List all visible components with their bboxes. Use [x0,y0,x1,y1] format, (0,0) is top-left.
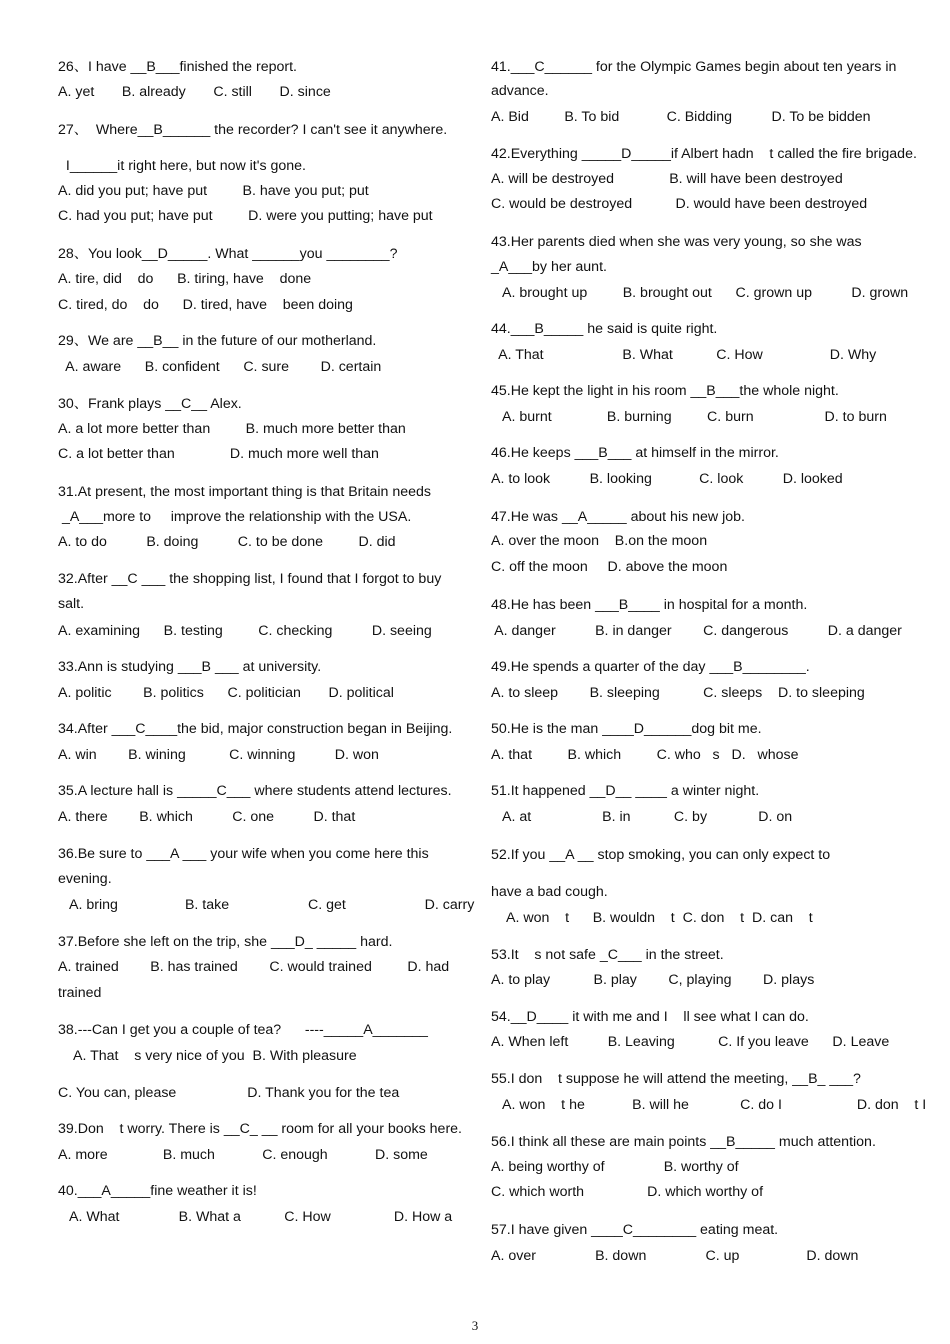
right-text-line: 55.I don t suppose he will attend the meeting, __B_ ___? [491,1071,861,1087]
right-text-line: 57.I have given ____C________ eating meat. [491,1222,779,1238]
right-text-line: 50.He is the man ____D______dog bit me. [491,721,762,737]
left-text-line: A. aware B. confident C. sure D. certain [58,359,382,375]
right-text-line: A. to look B. looking C. look D. looked [491,471,843,487]
right-text-line: 47.He was __A_____ about his new job. [491,509,745,525]
left-text-line: A. trained B. has trained C. would trained D. had [58,959,450,975]
left-text-line: 36.Be sure to ___A ___ your wife when you come here this [58,846,429,862]
left-text-line: 26、I have __B___finished the report. [58,59,297,75]
right-text-line: 45.He kept the light in his room __B___the whole night. [491,383,839,399]
left-text-line: 30、Frank plays __C__ Alex. [58,396,242,412]
left-text-line: 37.Before she left on the trip, she ___D_ _____ hard. [58,934,393,950]
left-text-line: A. to do B. doing C. to be done D. did [58,534,396,550]
right-text-line: C. which worth D. which worthy of [491,1184,764,1200]
right-text-line: A. Bid B. To bid C. Bidding D. To be bidden [491,109,871,125]
left-text-line: 27、 Where__B______ the recorder? I can't see it anywhere. [58,122,448,138]
right-text-line: A. to sleep B. sleeping C. sleeps D. to sleeping [491,685,865,701]
left-text-line: A. yet B. already C. still D. since [58,84,331,100]
left-text-line: A. more B. much C. enough D. some [58,1147,428,1163]
right-text-line: C. off the moon D. above the moon [491,559,728,575]
right-text-line: 43.Her parents died when she was very young, so she was [491,234,862,250]
left-text-line: A. did you put; have put B. have you put; put [58,183,369,199]
right-text-line: 42.Everything _____D_____if Albert hadn t called the fire brigade. [491,146,917,162]
left-text-line: evening. [58,871,112,887]
right-text-line: _A___by her aunt. [491,259,607,275]
left-text-line: C. a lot better than D. much more well than [58,446,379,462]
right-text-line: 54.__D____ it with me and I ll see what I can do. [491,1009,809,1025]
right-text-line: A. at B. in C. by D. on [491,809,793,825]
right-text-line: A. that B. which C. who s D. whose [491,747,799,763]
left-text-line: 34.After ___C____the bid, major construction began in Beijing. [58,721,453,737]
left-text-line: A. win B. wining C. winning D. won [58,747,379,763]
left-text-line: A. there B. which C. one D. that [58,809,356,825]
right-text-line: A. won t B. wouldn t C. don t D. can t [491,910,813,926]
left-text-line: C. tired, do do D. tired, have been doing [58,297,353,313]
right-text-line: A. When left B. Leaving C. If you leave D. Leave [491,1034,890,1050]
right-text-line: A. to play B. play C, playing D. plays [491,972,815,988]
right-text-line: A. won t he B. will he C. do I D. don t I [491,1097,927,1113]
right-text-line: A. over the moon B.on the moon [491,533,708,549]
left-text-line: 31.At present, the most important thing is that Britain needs [58,484,432,500]
left-text-line: C. had you put; have put D. were you putting; have put [58,208,433,224]
left-text-line: I______it right here, but now it's gone. [58,158,306,174]
left-text-line: 28、You look__D_____. What ______you ________? [58,246,398,262]
left-text-line: A. What B. What a C. How D. How a [58,1209,453,1225]
left-text-line: A. bring B. take C. get D. carry [58,897,475,913]
right-text-line: A. being worthy of B. worthy of [491,1159,739,1175]
right-text-line: A. brought up B. brought out C. grown up D. grown [491,285,909,301]
left-text-line: salt. [58,596,85,612]
right-text-line: have a bad cough. [491,884,608,900]
left-text-line: A. That s very nice of you B. With pleasure [58,1048,357,1064]
left-text-line: A. politic B. politics C. politician D. political [58,685,394,701]
right-text-line: A. will be destroyed B. will have been destroyed [491,171,843,187]
right-text-line: 52.If you __A __ stop smoking, you can only expect to [491,847,831,863]
left-text-line: 33.Ann is studying ___B ___ at university. [58,659,322,675]
page-number: 3 [471,1318,479,1333]
right-text-line: 53.It s not safe _C___ in the street. [491,947,724,963]
right-text-line: C. would be destroyed D. would have been destroyed [491,196,868,212]
right-text-line: 56.I think all these are main points __B_____ much attention. [491,1134,876,1150]
right-text-line: A. over B. down C. up D. down [491,1248,859,1264]
right-text-line: A. That B. What C. How D. Why [491,347,877,363]
right-text-line: 49.He spends a quarter of the day ___B________. [491,659,810,675]
left-text-line: A. a lot more better than B. much more better than [58,421,406,437]
right-text-line: 41.___C______ for the Olympic Games begin about ten years in [491,59,897,75]
right-text-line: advance. [491,83,549,99]
right-text-line: A. danger B. in danger C. dangerous D. a danger [491,623,902,639]
left-text-line: C. You can, please D. Thank you for the tea [58,1085,400,1101]
left-text-line: A. tire, did do B. tiring, have done [58,271,312,287]
left-text-line: 29、We are __B__ in the future of our motherland. [58,333,377,349]
left-text-line: 32.After __C ___ the shopping list, I found that I forgot to buy [58,571,442,587]
right-text-line: A. burnt B. burning C. burn D. to burn [491,409,887,425]
left-text-line: 39.Don t worry. There is __C_ __ room for all your books here. [58,1121,463,1137]
left-text-line: trained [58,985,102,1001]
left-text-line: 35.A lecture hall is _____C___ where students attend lectures. [58,783,452,799]
right-text-line: 51.It happened __D__ ____ a winter night. [491,783,760,799]
left-text-line: A. examining B. testing C. checking D. seeing [58,623,432,639]
right-text-line: 48.He has been ___B____ in hospital for a month. [491,597,808,613]
left-text-line: 38.---Can I get you a couple of tea? ----_____A_______ [58,1022,428,1038]
left-text-line: _A___more to improve the relationship with the USA. [58,509,412,525]
right-text-line: 44.___B_____ he said is quite right. [491,321,718,337]
right-text-line: 46.He keeps ___B___ at himself in the mirror. [491,445,779,461]
left-text-line: 40.___A_____fine weather it is! [58,1183,257,1199]
